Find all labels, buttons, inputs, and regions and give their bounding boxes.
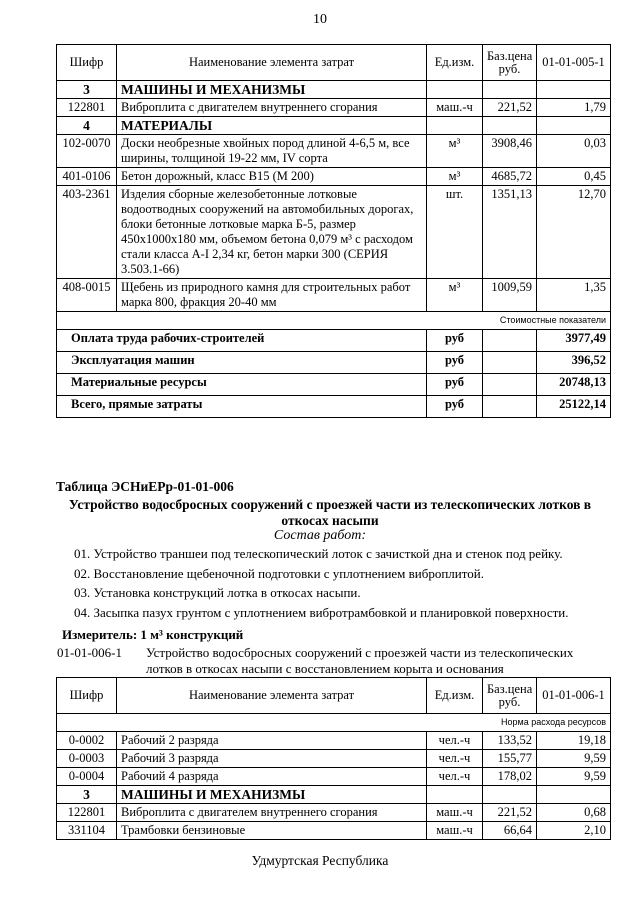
total-row — [57, 352, 611, 374]
row-unit: маш.-ч — [427, 804, 483, 822]
row-code: 0-0003 — [57, 750, 117, 768]
row-value: 0,68 — [537, 804, 611, 822]
norm-code: 01-01-006-1 — [57, 645, 122, 660]
row-unit: маш.-ч — [427, 822, 483, 840]
row-unit: м³ — [427, 135, 483, 168]
table-row — [57, 99, 611, 117]
norm-note: Норма расхода ресурсов — [57, 714, 611, 732]
total-value: 25122,14 — [537, 396, 611, 418]
row-code: 0-0004 — [57, 768, 117, 786]
row-value: 9,59 — [537, 768, 611, 786]
row-price: 221,52 — [483, 804, 537, 822]
row-unit: чел.-ч — [427, 768, 483, 786]
row-price: 66,64 — [483, 822, 537, 840]
cost-table-006 — [56, 677, 611, 840]
row-price: 221,52 — [483, 99, 537, 117]
total-row — [57, 396, 611, 418]
table-row — [57, 168, 611, 186]
section-number: 4 — [57, 117, 117, 135]
row-price: 1351,13 — [483, 186, 537, 279]
section-row-materials — [57, 117, 611, 135]
row-name: Щебень из природного камня для строительных работ марка 800, фракция 20-40 мм — [117, 279, 427, 312]
row-value: 0,45 — [537, 168, 611, 186]
composition-title: Состав работ: — [273, 528, 367, 543]
table-title: Таблица ЭСНиЕРр-01-01-006 — [56, 479, 234, 494]
row-unit: маш.-ч — [427, 99, 483, 117]
section-title: МАШИНЫ И МЕХАНИЗМЫ — [117, 786, 427, 804]
header-code: Шифр — [57, 678, 117, 714]
table-row — [57, 804, 611, 822]
row-unit: чел.-ч — [427, 732, 483, 750]
table-row — [57, 135, 611, 168]
table-row — [57, 822, 611, 840]
section-row-machines — [57, 786, 611, 804]
meter-line: Измеритель: 1 м³ конструкций — [62, 627, 244, 642]
total-label: Материальные ресурсы — [57, 374, 427, 396]
header-code: Шифр — [57, 45, 117, 81]
row-price: 3908,46 — [483, 135, 537, 168]
row-code: 331104 — [57, 822, 117, 840]
section-number: 3 — [57, 786, 117, 804]
total-value: 396,52 — [537, 352, 611, 374]
norm-description: Устройство водосбросных сооружений с проезжей части из телескопических лотков в откосах насыпи с восстановлением корыта и основания — [146, 645, 574, 676]
total-row — [57, 374, 611, 396]
row-code: 0-0002 — [57, 732, 117, 750]
header-unit: Ед.изм. — [427, 45, 483, 81]
row-value: 1,35 — [537, 279, 611, 312]
row-name: Изделия сборные железобетонные лотковые водоотводных сооружений на автомобильных дорогах, блоки бетонные лотковые марка Б-5, размер 450х1000х180 мм, объемом бетона 0,079 м³ с расходом стали класса А-I 2,34 кг, бетон марки 300 (СЕРИЯ 3.503.1-66) — [117, 186, 427, 279]
row-name: Виброплита с двигателем внутреннего сгорания — [117, 804, 427, 822]
row-price: 155,77 — [483, 750, 537, 768]
cost-note-row — [57, 312, 611, 330]
row-value: 0,03 — [537, 135, 611, 168]
total-label: Всего, прямые затраты — [57, 396, 427, 418]
row-code: 122801 — [57, 99, 117, 117]
row-name: Виброплита с двигателем внутреннего сгорания — [117, 99, 427, 117]
total-label: Оплата труда рабочих-строителей — [57, 330, 427, 352]
total-unit: руб — [427, 374, 483, 396]
cost-table-005 — [56, 44, 611, 418]
header-price: Баз.цена руб. — [483, 45, 537, 81]
section-number: 3 — [57, 81, 117, 99]
table-row — [57, 750, 611, 768]
row-name: Рабочий 2 разряда — [117, 732, 427, 750]
row-code: 408-0015 — [57, 279, 117, 312]
work-item: 04. Засыпка пазух грунтом с уплотнением вибротрамбовкой и планировкой поверхности. — [74, 605, 569, 620]
table-header-row — [57, 678, 611, 714]
footer-region: Удмуртская Республика — [251, 853, 389, 868]
row-value: 12,70 — [537, 186, 611, 279]
total-label: Эксплуатация машин — [57, 352, 427, 374]
header-unit: Ед.изм. — [427, 678, 483, 714]
row-name: Рабочий 4 разряда — [117, 768, 427, 786]
cost-note: Стоимостные показатели — [57, 312, 611, 330]
row-unit: шт. — [427, 186, 483, 279]
header-name: Наименование элемента затрат — [117, 45, 427, 81]
row-value: 2,10 — [537, 822, 611, 840]
section-row-machines — [57, 81, 611, 99]
table-row — [57, 186, 611, 279]
row-value: 19,18 — [537, 732, 611, 750]
row-price: 178,02 — [483, 768, 537, 786]
page-number: 10 — [313, 12, 327, 27]
header-name: Наименование элемента затрат — [117, 678, 427, 714]
row-price: 1009,59 — [483, 279, 537, 312]
total-unit: руб — [427, 396, 483, 418]
row-name: Бетон дорожный, класс В15 (М 200) — [117, 168, 427, 186]
total-unit: руб — [427, 352, 483, 374]
header-norm: 01-01-006-1 — [537, 678, 611, 714]
total-unit: руб — [427, 330, 483, 352]
row-unit: м³ — [427, 279, 483, 312]
table-subtitle: Устройство водосбросных сооружений с проезжей части из телескопических лотков в откосах насыпи — [68, 497, 592, 528]
work-item: 01. Устройство траншеи под телескопический лоток с зачисткой дна и стенок под рейку. — [74, 546, 563, 561]
row-name: Доски необрезные хвойных пород длиной 4-6,5 м, все ширины, толщиной 19-22 мм, IV сорта — [117, 135, 427, 168]
table-row — [57, 768, 611, 786]
work-item: 03. Установка конструкций лотка в откосах насыпи. — [74, 585, 361, 600]
row-code: 102-0070 — [57, 135, 117, 168]
row-value: 9,59 — [537, 750, 611, 768]
section-title: МАШИНЫ И МЕХАНИЗМЫ — [117, 81, 427, 99]
row-code: 401-0106 — [57, 168, 117, 186]
row-name: Трамбовки бензиновые — [117, 822, 427, 840]
row-name: Рабочий 3 разряда — [117, 750, 427, 768]
row-code: 403-2361 — [57, 186, 117, 279]
row-unit: м³ — [427, 168, 483, 186]
header-price: Баз.цена руб. — [483, 678, 537, 714]
table-header-row — [57, 45, 611, 81]
table-row — [57, 732, 611, 750]
row-price: 4685,72 — [483, 168, 537, 186]
header-norm: 01-01-005-1 — [537, 45, 611, 81]
total-value: 20748,13 — [537, 374, 611, 396]
work-item: 02. Восстановление щебеночной подготовки с уплотнением виброплитой. — [74, 566, 484, 581]
row-unit: чел.-ч — [427, 750, 483, 768]
norm-note-row — [57, 714, 611, 732]
row-value: 1,79 — [537, 99, 611, 117]
row-price: 133,52 — [483, 732, 537, 750]
total-row — [57, 330, 611, 352]
table-row — [57, 279, 611, 312]
total-value: 3977,49 — [537, 330, 611, 352]
section-title: МАТЕРИАЛЫ — [117, 117, 427, 135]
row-code: 122801 — [57, 804, 117, 822]
